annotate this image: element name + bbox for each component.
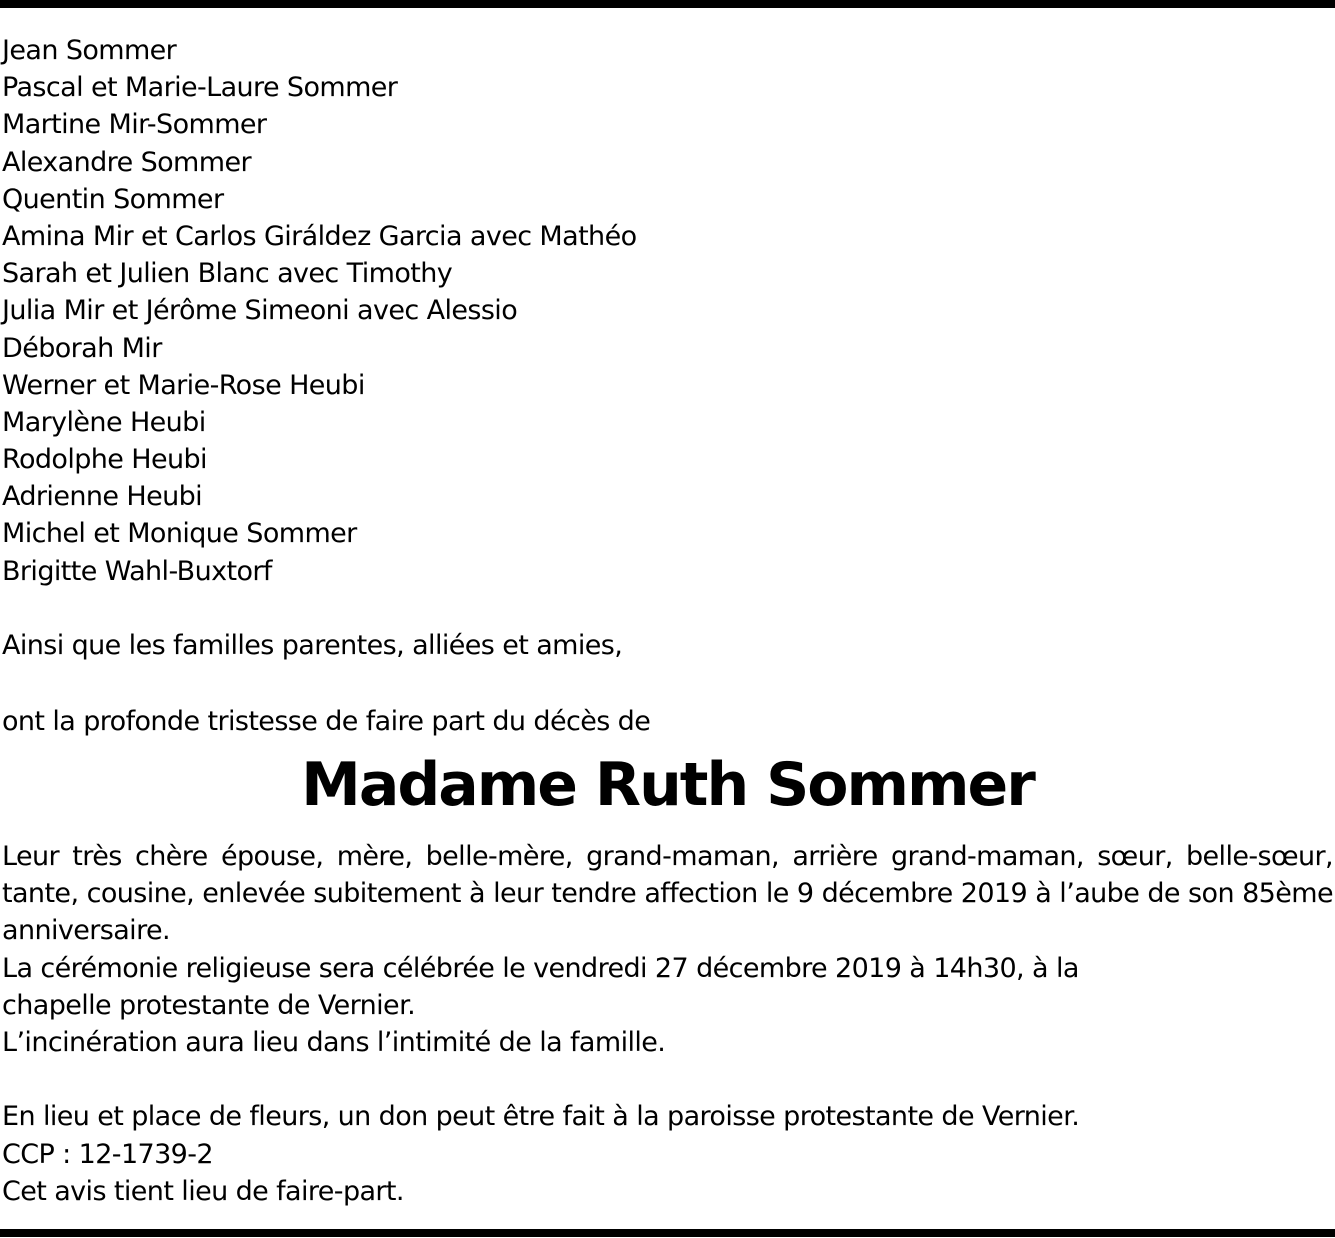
family-name: Adrienne Heubi [2,481,203,513]
ceremony-line-1: La cérémonie religieuse sera célébrée le vendredi 27 décembre 2019 à 14h30, à la [2,953,1079,984]
family-name: Marylène Heubi [2,406,206,438]
family-name: Martine Mir-Sommer [2,109,267,141]
families-line: Ainsi que les familles parentes, alliées et amies, [2,630,623,661]
ceremony-line-2: chapelle protestante de Vernier. [2,990,416,1021]
notice-line: Cet avis tient lieu de faire-part. [2,1176,404,1207]
family-name: Amina Mir et Carlos Giráldez Garcia avec Mathéo [2,220,637,252]
tribute-paragraph: Leur très chère épouse, mère, belle-mère, grand-maman, arrière grand-maman, sœur, belle-sœur, tante, cousine, enlevée subitement à leur tendre affection le 9 décembre 2019 à l’aube de son 85ème anniversaire. [2,841,1333,946]
family-name: Alexandre Sommer [2,146,251,178]
family-name: Sarah et Julien Blanc avec Timothy [2,258,453,290]
family-name: Brigitte Wahl-Buxtorf [2,555,272,587]
family-name: Déborah Mir [2,332,162,364]
family-name: Michel et Monique Sommer [2,518,357,550]
top-border-rule [0,0,1335,8]
family-name: Jean Sommer [2,35,177,66]
cremation-line: L’incinération aura lieu dans l’intimité de la famille. [2,1027,666,1058]
bottom-border-rule [0,1229,1335,1237]
family-name: Rodolphe Heubi [2,444,207,476]
announcement-line: ont la profonde tristesse de faire part du décès de [2,706,651,737]
family-name: Werner et Marie-Rose Heubi [2,369,365,401]
family-name: Quentin Sommer [2,183,224,215]
family-name: Pascal et Marie-Laure Sommer [2,72,398,104]
family-names-list [2,32,637,590]
ccp-line: CCP : 12-1739-2 [2,1139,213,1170]
family-name: Julia Mir et Jérôme Simeoni avec Alessio [2,295,518,327]
donation-line: En lieu et place de fleurs, un don peut être fait à la paroisse protestante de Vernier. [2,1101,1080,1132]
deceased-name-heading: Madame Ruth Sommer [301,750,1034,820]
